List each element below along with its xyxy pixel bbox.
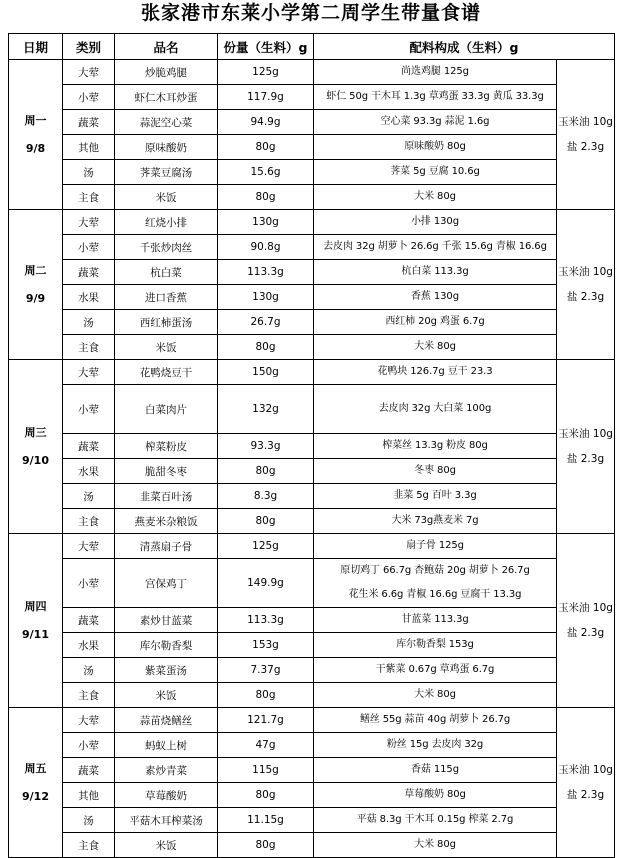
date-label: 9/12: [22, 789, 49, 803]
table-row: [9, 60, 615, 85]
ingredients-cell: [314, 808, 557, 833]
weekday-label: 周二: [24, 263, 47, 277]
dish-name-cell: 紫菜蛋汤: [115, 658, 218, 683]
category-cell: 主食: [63, 509, 115, 534]
ingredients-line: 杭白菜 113.3g: [401, 266, 469, 277]
table-row: [9, 434, 615, 459]
header-ingredients: 配料构成（生料）g: [314, 34, 615, 60]
table-row: [9, 559, 615, 608]
ingredients-line: 花鸭块 126.7g 豆干 23.3: [377, 366, 493, 377]
ingredients-cell: [314, 708, 557, 733]
date-label: 9/10: [22, 453, 49, 467]
seasoning-cell: [557, 708, 615, 858]
category-cell: 其他: [63, 783, 115, 808]
category-cell: 蔬菜: [63, 260, 115, 285]
category-cell: 小荤: [63, 559, 115, 608]
dish-name-cell: 米饭: [115, 683, 218, 708]
portion-cell: 149.9g: [218, 559, 314, 608]
ingredients-line: 香蕉 130g: [411, 291, 459, 302]
seasoning-item: 玉米油 10g: [558, 601, 613, 614]
header-dish-name: 品名: [115, 34, 218, 60]
category-cell: 其他: [63, 135, 115, 160]
seasoning-item: 玉米油 10g: [558, 115, 613, 128]
category-cell: 大荤: [63, 708, 115, 733]
table-row: [9, 85, 615, 110]
category-cell: 大荤: [63, 210, 115, 235]
menu-body: [9, 60, 615, 858]
portion-cell: 153g: [218, 633, 314, 658]
ingredients-cell: [314, 185, 557, 210]
ingredients-cell: [314, 559, 557, 608]
table-row: [9, 235, 615, 260]
table-row: [9, 459, 615, 484]
ingredients-cell: [314, 135, 557, 160]
ingredients-line: 花生米 6.6g 青椒 16.6g 豆腐干 13.3g: [348, 589, 522, 600]
category-cell: 蔬菜: [63, 110, 115, 135]
ingredients-cell: [314, 285, 557, 310]
seasoning-cell: [557, 534, 615, 708]
portion-cell: 8.3g: [218, 484, 314, 509]
category-cell: 蔬菜: [63, 434, 115, 459]
header-category: 类别: [63, 34, 115, 60]
portion-cell: 26.7g: [218, 310, 314, 335]
day-cell: [9, 534, 63, 708]
ingredients-line: 大米 80g: [414, 689, 456, 700]
portion-cell: 80g: [218, 683, 314, 708]
ingredients-line: 荠菜 5g 豆腐 10.6g: [390, 166, 480, 177]
dish-name-cell: 蒜苗烧鳝丝: [115, 708, 218, 733]
category-cell: 汤: [63, 484, 115, 509]
category-cell: 主食: [63, 335, 115, 360]
portion-cell: 80g: [218, 783, 314, 808]
table-row: [9, 385, 615, 434]
ingredients-cell: [314, 833, 557, 858]
category-cell: 蔬菜: [63, 608, 115, 633]
table-row: [9, 833, 615, 858]
weekday-label: 周四: [24, 599, 47, 613]
portion-cell: 11.15g: [218, 808, 314, 833]
dish-name-cell: 米饭: [115, 185, 218, 210]
portion-cell: 80g: [218, 509, 314, 534]
table-row: [9, 683, 615, 708]
ingredients-line: 干紫菜 0.67g 草鸡蛋 6.7g: [375, 664, 495, 675]
portion-cell: 113.3g: [218, 260, 314, 285]
ingredients-line: 小排 130g: [411, 216, 459, 227]
table-row: [9, 135, 615, 160]
portion-cell: 80g: [218, 135, 314, 160]
ingredients-cell: [314, 210, 557, 235]
portion-cell: 150g: [218, 360, 314, 385]
dish-name-cell: 花鸭烧豆干: [115, 360, 218, 385]
ingredients-line: 冬枣 80g: [414, 465, 456, 476]
seasoning-item: 盐 2.3g: [566, 290, 605, 303]
category-cell: 大荤: [63, 360, 115, 385]
seasoning-item: 玉米油 10g: [558, 427, 613, 440]
ingredients-line: 粉丝 15g 去皮肉 32g: [386, 739, 484, 750]
portion-cell: 47g: [218, 733, 314, 758]
table-row: [9, 110, 615, 135]
portion-cell: 7.37g: [218, 658, 314, 683]
table-header-row: [9, 34, 615, 60]
table-row: [9, 310, 615, 335]
portion-cell: 130g: [218, 210, 314, 235]
ingredients-cell: [314, 783, 557, 808]
table-row: [9, 484, 615, 509]
seasoning-item: 玉米油 10g: [558, 265, 613, 278]
dish-name-cell: 白菜肉片: [115, 385, 218, 434]
seasoning-item: 玉米油 10g: [558, 763, 613, 776]
category-cell: 小荤: [63, 385, 115, 434]
dish-name-cell: 素炒青菜: [115, 758, 218, 783]
ingredients-line: 大米 80g: [414, 341, 456, 352]
portion-cell: 132g: [218, 385, 314, 434]
ingredients-line: 韭菜 5g 百叶 3.3g: [393, 490, 477, 501]
ingredients-line: 去皮肉 32g 胡萝卜 26.6g 千张 15.6g 青椒 16.6g: [323, 241, 547, 252]
table-row: [9, 783, 615, 808]
category-cell: 大荤: [63, 60, 115, 85]
table-row: [9, 260, 615, 285]
dish-name-cell: 原味酸奶: [115, 135, 218, 160]
dish-name-cell: 韭菜百叶汤: [115, 484, 218, 509]
ingredients-cell: [314, 658, 557, 683]
ingredients-cell: [314, 260, 557, 285]
category-cell: 小荤: [63, 733, 115, 758]
weekday-label: 周一: [24, 113, 47, 127]
dish-name-cell: 米饭: [115, 335, 218, 360]
portion-cell: 90.8g: [218, 235, 314, 260]
category-cell: 大荤: [63, 534, 115, 559]
seasoning-item: 盐 2.3g: [566, 626, 605, 639]
table-row: [9, 658, 615, 683]
table-row: [9, 758, 615, 783]
ingredients-cell: [314, 758, 557, 783]
table-row: [9, 708, 615, 733]
dish-name-cell: 草莓酸奶: [115, 783, 218, 808]
dish-name-cell: 库尔勒香梨: [115, 633, 218, 658]
table-row: [9, 160, 615, 185]
category-cell: 主食: [63, 833, 115, 858]
dish-name-cell: 炒脆鸡腿: [115, 60, 218, 85]
date-label: 9/8: [25, 141, 46, 155]
ingredients-line: 西红柿 20g 鸡蛋 6.7g: [385, 316, 485, 327]
table-row: [9, 210, 615, 235]
ingredients-line: 大米 80g: [414, 839, 456, 850]
seasoning-item: 盐 2.3g: [566, 452, 605, 465]
seasoning-cell: [557, 210, 615, 360]
day-cell: [9, 210, 63, 360]
ingredients-cell: [314, 335, 557, 360]
category-cell: 汤: [63, 160, 115, 185]
ingredients-cell: [314, 608, 557, 633]
ingredients-cell: [314, 484, 557, 509]
portion-cell: 113.3g: [218, 608, 314, 633]
ingredients-cell: [314, 509, 557, 534]
menu-table: [8, 33, 615, 858]
category-cell: 汤: [63, 808, 115, 833]
table-row: [9, 285, 615, 310]
day-cell: [9, 708, 63, 858]
ingredients-line: 库尔勒香梨 153g: [396, 639, 474, 650]
dish-name-cell: 平菇木耳榨菜汤: [115, 808, 218, 833]
table-row: [9, 608, 615, 633]
category-cell: 水果: [63, 459, 115, 484]
ingredients-cell: [314, 385, 557, 434]
ingredients-line: 香菇 115g: [411, 764, 459, 775]
table-row: [9, 360, 615, 385]
dish-name-cell: 清蒸扇子骨: [115, 534, 218, 559]
portion-cell: 117.9g: [218, 85, 314, 110]
category-cell: 小荤: [63, 235, 115, 260]
portion-cell: 125g: [218, 534, 314, 559]
category-cell: 主食: [63, 683, 115, 708]
day-cell: [9, 60, 63, 210]
ingredients-line: 去皮肉 32g 大白菜 100g: [378, 403, 492, 414]
dish-name-cell: 进口香蕉: [115, 285, 218, 310]
portion-cell: 80g: [218, 459, 314, 484]
ingredients-cell: [314, 310, 557, 335]
portion-cell: 94.9g: [218, 110, 314, 135]
category-cell: 水果: [63, 633, 115, 658]
table-row: [9, 633, 615, 658]
date-label: 9/9: [25, 291, 46, 305]
dish-name-cell: 燕麦米杂粮饭: [115, 509, 218, 534]
portion-cell: 15.6g: [218, 160, 314, 185]
weekday-label: 周五: [24, 761, 47, 775]
ingredients-cell: [314, 160, 557, 185]
ingredients-cell: [314, 434, 557, 459]
ingredients-line: 鳝丝 55g 蒜苗 40g 胡萝卜 26.7g: [359, 714, 511, 725]
seasoning-item: 盐 2.3g: [566, 140, 605, 153]
ingredients-cell: [314, 235, 557, 260]
ingredients-cell: [314, 110, 557, 135]
dish-name-cell: 西红柿蛋汤: [115, 310, 218, 335]
ingredients-cell: [314, 360, 557, 385]
dish-name-cell: 虾仁木耳炒蛋: [115, 85, 218, 110]
ingredients-line: 原切鸡丁 66.7g 杏鲍菇 20g 胡萝卜 26.7g: [340, 565, 530, 576]
dish-name-cell: 杭白菜: [115, 260, 218, 285]
ingredients-line: 榨菜丝 13.3g 粉皮 80g: [382, 440, 488, 451]
portion-cell: 130g: [218, 285, 314, 310]
ingredients-line: 原味酸奶 80g: [404, 141, 466, 152]
dish-name-cell: 荠菜豆腐汤: [115, 160, 218, 185]
ingredients-line: 甘蓝菜 113.3g: [401, 614, 469, 625]
ingredients-cell: [314, 534, 557, 559]
day-cell: [9, 360, 63, 534]
ingredients-line: 尚选鸡腿 125g: [401, 66, 469, 77]
table-row: [9, 335, 615, 360]
header-portion: 份量（生料）g: [218, 34, 314, 60]
ingredients-cell: [314, 633, 557, 658]
dish-name-cell: 宫保鸡丁: [115, 559, 218, 608]
table-row: [9, 509, 615, 534]
ingredients-line: 虾仁 50g 干木耳 1.3g 草鸡蛋 33.3g 黄瓜 33.3g: [326, 91, 544, 102]
ingredients-line: 大米 73g燕麦米 7g: [391, 515, 479, 526]
dish-name-cell: 红烧小排: [115, 210, 218, 235]
ingredients-cell: [314, 459, 557, 484]
category-cell: 水果: [63, 285, 115, 310]
seasoning-item: 盐 2.3g: [566, 788, 605, 801]
portion-cell: 80g: [218, 185, 314, 210]
ingredients-line: 大米 80g: [414, 191, 456, 202]
ingredients-cell: [314, 683, 557, 708]
category-cell: 汤: [63, 310, 115, 335]
dish-name-cell: 蒜泥空心菜: [115, 110, 218, 135]
table-row: [9, 808, 615, 833]
portion-cell: 121.7g: [218, 708, 314, 733]
category-cell: 蔬菜: [63, 758, 115, 783]
dish-name-cell: 素炒甘蓝菜: [115, 608, 218, 633]
ingredients-cell: [314, 85, 557, 110]
portion-cell: 125g: [218, 60, 314, 85]
header-date: 日期: [9, 34, 63, 60]
ingredients-line: 平菇 8.3g 干木耳 0.15g 榨菜 2.7g: [356, 814, 514, 825]
portion-cell: 93.3g: [218, 434, 314, 459]
dish-name-cell: 米饭: [115, 833, 218, 858]
dish-name-cell: 蚂蚁上树: [115, 733, 218, 758]
dish-name-cell: 榨菜粉皮: [115, 434, 218, 459]
portion-cell: 115g: [218, 758, 314, 783]
ingredients-cell: [314, 60, 557, 85]
page-title: 张家港市东莱小学第二周学生带量食谱: [140, 2, 481, 24]
ingredients-cell: [314, 733, 557, 758]
dish-name-cell: 千张炒肉丝: [115, 235, 218, 260]
category-cell: 小荤: [63, 85, 115, 110]
portion-cell: 80g: [218, 335, 314, 360]
ingredients-line: 草莓酸奶 80g: [404, 789, 466, 800]
category-cell: 主食: [63, 185, 115, 210]
seasoning-cell: [557, 360, 615, 534]
table-row: [9, 733, 615, 758]
date-label: 9/11: [22, 627, 49, 641]
category-cell: 汤: [63, 658, 115, 683]
portion-cell: 80g: [218, 833, 314, 858]
table-row: [9, 185, 615, 210]
dish-name-cell: 脆甜冬枣: [115, 459, 218, 484]
ingredients-line: 空心菜 93.3g 蒜泥 1.6g: [380, 116, 490, 127]
seasoning-cell: [557, 60, 615, 210]
table-row: [9, 534, 615, 559]
ingredients-line: 扇子骨 125g: [406, 540, 464, 551]
weekday-label: 周三: [24, 425, 47, 439]
